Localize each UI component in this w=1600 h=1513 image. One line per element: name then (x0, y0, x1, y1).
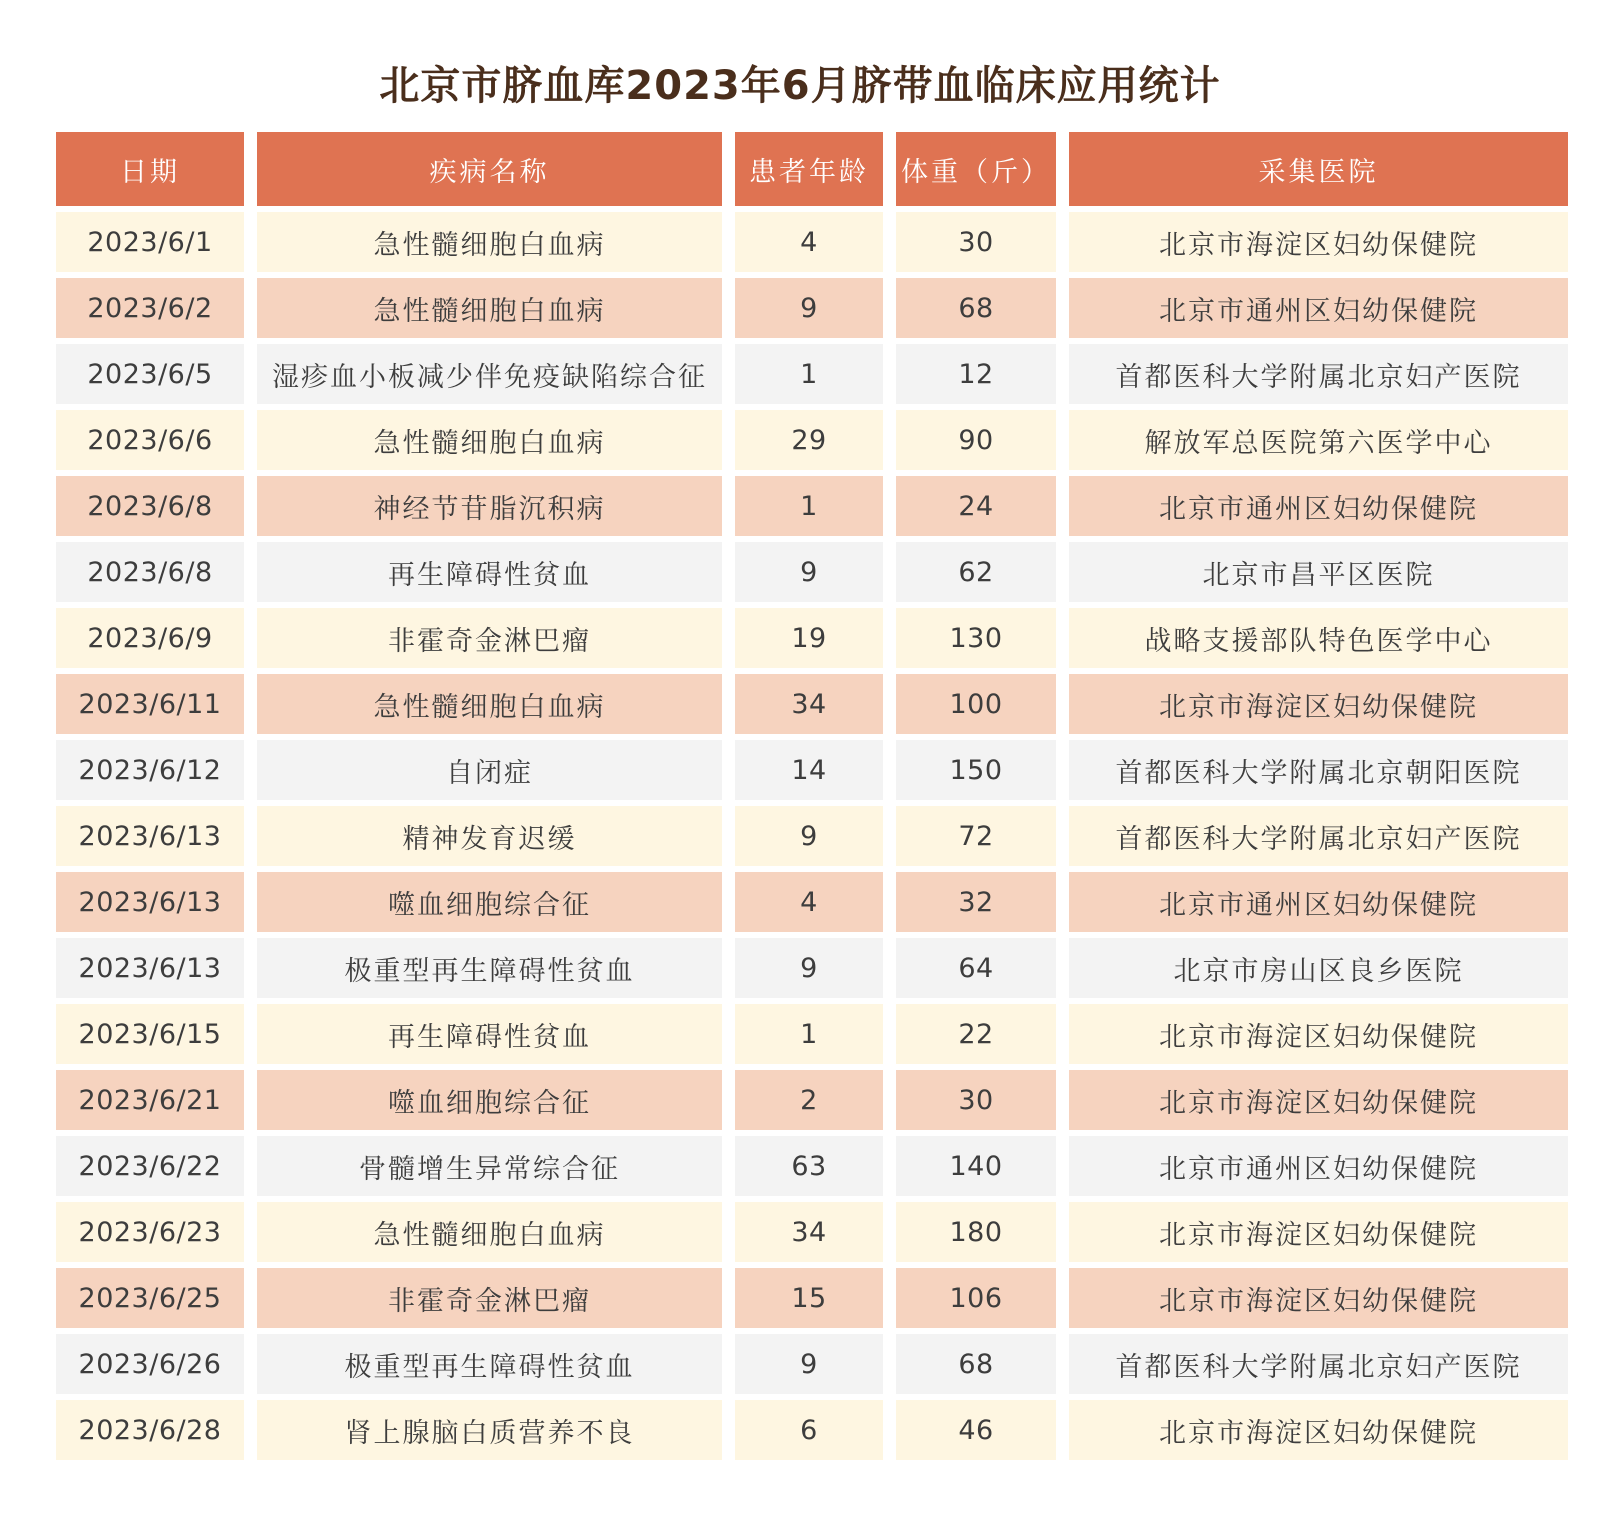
cell-date: 2023/6/21 (56, 1070, 244, 1130)
cell-disease: 骨髓增生异常综合征 (257, 1136, 722, 1196)
cell-disease: 非霍奇金淋巴瘤 (257, 1268, 722, 1328)
cell-weight: 12 (896, 344, 1056, 404)
cell-age: 14 (735, 740, 883, 800)
header-date: 日期 (56, 132, 244, 206)
cell-age: 34 (735, 674, 883, 734)
cell-weight: 68 (896, 1334, 1056, 1394)
cell-disease: 噬血细胞综合征 (257, 872, 722, 932)
cell-weight: 62 (896, 542, 1056, 602)
cell-disease: 自闭症 (257, 740, 722, 800)
table-row (56, 674, 1568, 734)
cell-date: 2023/6/8 (56, 476, 244, 536)
table-row (56, 212, 1568, 272)
cell-age: 4 (735, 212, 883, 272)
cell-disease: 急性髓细胞白血病 (257, 278, 722, 338)
header-weight: 体重（斤） (896, 132, 1056, 206)
cell-date: 2023/6/8 (56, 542, 244, 602)
cell-date: 2023/6/25 (56, 1268, 244, 1328)
table-row (56, 1334, 1568, 1394)
cell-hospital: 首都医科大学附属北京妇产医院 (1069, 1334, 1568, 1394)
cell-weight: 32 (896, 872, 1056, 932)
table-row (56, 542, 1568, 602)
cell-age: 9 (735, 1334, 883, 1394)
cell-disease: 急性髓细胞白血病 (257, 410, 722, 470)
cell-weight: 68 (896, 278, 1056, 338)
table-row (56, 740, 1568, 800)
cell-hospital: 北京市海淀区妇幼保健院 (1069, 1202, 1568, 1262)
cell-weight: 150 (896, 740, 1056, 800)
cell-weight: 140 (896, 1136, 1056, 1196)
cell-date: 2023/6/26 (56, 1334, 244, 1394)
cell-disease: 极重型再生障碍性贫血 (257, 938, 722, 998)
cell-weight: 100 (896, 674, 1056, 734)
cell-hospital: 北京市通州区妇幼保健院 (1069, 278, 1568, 338)
header-disease: 疾病名称 (257, 132, 722, 206)
cell-weight: 64 (896, 938, 1056, 998)
cell-hospital: 战略支援部队特色医学中心 (1069, 608, 1568, 668)
cell-weight: 106 (896, 1268, 1056, 1328)
cell-age: 15 (735, 1268, 883, 1328)
cell-hospital: 北京市海淀区妇幼保健院 (1069, 1070, 1568, 1130)
cell-date: 2023/6/28 (56, 1400, 244, 1460)
cell-disease: 再生障碍性贫血 (257, 542, 722, 602)
cell-weight: 46 (896, 1400, 1056, 1460)
table-body (56, 212, 1568, 1460)
cell-date: 2023/6/13 (56, 938, 244, 998)
cell-age: 19 (735, 608, 883, 668)
cell-hospital: 北京市房山区良乡医院 (1069, 938, 1568, 998)
cell-date: 2023/6/2 (56, 278, 244, 338)
table-header-row (56, 132, 1568, 206)
cell-disease: 肾上腺脑白质营养不良 (257, 1400, 722, 1460)
cell-weight: 180 (896, 1202, 1056, 1262)
cell-disease: 急性髓细胞白血病 (257, 674, 722, 734)
table-row (56, 344, 1568, 404)
cell-age: 6 (735, 1400, 883, 1460)
cell-hospital: 北京市海淀区妇幼保健院 (1069, 674, 1568, 734)
table-row (56, 1136, 1568, 1196)
cell-date: 2023/6/13 (56, 872, 244, 932)
cell-age: 9 (735, 542, 883, 602)
cell-date: 2023/6/5 (56, 344, 244, 404)
table-row (56, 1070, 1568, 1130)
cell-age: 63 (735, 1136, 883, 1196)
cell-hospital: 首都医科大学附属北京妇产医院 (1069, 806, 1568, 866)
cell-disease: 极重型再生障碍性贫血 (257, 1334, 722, 1394)
cell-date: 2023/6/12 (56, 740, 244, 800)
cell-weight: 22 (896, 1004, 1056, 1064)
cell-disease: 非霍奇金淋巴瘤 (257, 608, 722, 668)
cell-weight: 90 (896, 410, 1056, 470)
cell-weight: 30 (896, 212, 1056, 272)
cell-hospital: 北京市海淀区妇幼保健院 (1069, 212, 1568, 272)
table-row (56, 278, 1568, 338)
cell-hospital: 北京市海淀区妇幼保健院 (1069, 1400, 1568, 1460)
cell-disease: 神经节苷脂沉积病 (257, 476, 722, 536)
table-row (56, 938, 1568, 998)
cell-weight: 30 (896, 1070, 1056, 1130)
table-row (56, 476, 1568, 536)
cell-date: 2023/6/13 (56, 806, 244, 866)
cell-age: 9 (735, 806, 883, 866)
cell-age: 1 (735, 1004, 883, 1064)
cell-date: 2023/6/6 (56, 410, 244, 470)
cell-hospital: 北京市通州区妇幼保健院 (1069, 872, 1568, 932)
cell-date: 2023/6/22 (56, 1136, 244, 1196)
cell-age: 34 (735, 1202, 883, 1262)
table-row (56, 872, 1568, 932)
cell-age: 4 (735, 872, 883, 932)
table-row (56, 1202, 1568, 1262)
cell-hospital: 北京市通州区妇幼保健院 (1069, 1136, 1568, 1196)
cell-age: 9 (735, 938, 883, 998)
cell-age: 2 (735, 1070, 883, 1130)
cell-age: 29 (735, 410, 883, 470)
cell-hospital: 解放军总医院第六医学中心 (1069, 410, 1568, 470)
table-row (56, 1004, 1568, 1064)
cell-hospital: 北京市海淀区妇幼保健院 (1069, 1004, 1568, 1064)
header-hospital: 采集医院 (1069, 132, 1568, 206)
cell-weight: 130 (896, 608, 1056, 668)
stats-table (43, 126, 1581, 1466)
cell-disease: 噬血细胞综合征 (257, 1070, 722, 1130)
cell-date: 2023/6/1 (56, 212, 244, 272)
cell-disease: 湿疹血小板减少伴免疫缺陷综合征 (257, 344, 722, 404)
table-row (56, 410, 1568, 470)
cell-hospital: 首都医科大学附属北京妇产医院 (1069, 344, 1568, 404)
cell-age: 9 (735, 278, 883, 338)
table-row (56, 806, 1568, 866)
cell-weight: 72 (896, 806, 1056, 866)
cell-date: 2023/6/23 (56, 1202, 244, 1262)
cell-hospital: 北京市昌平区医院 (1069, 542, 1568, 602)
table-row (56, 608, 1568, 668)
cell-hospital: 北京市海淀区妇幼保健院 (1069, 1268, 1568, 1328)
cell-disease: 急性髓细胞白血病 (257, 1202, 722, 1262)
page-title: 北京市脐血库2023年6月脐带血临床应用统计 (379, 63, 1221, 109)
table-row (56, 1400, 1568, 1460)
cell-hospital: 首都医科大学附属北京朝阳医院 (1069, 740, 1568, 800)
table-row (56, 1268, 1568, 1328)
header-age: 患者年龄 (735, 132, 883, 206)
cell-disease: 精神发育迟缓 (257, 806, 722, 866)
cell-hospital: 北京市通州区妇幼保健院 (1069, 476, 1568, 536)
cell-weight: 24 (896, 476, 1056, 536)
cell-age: 1 (735, 344, 883, 404)
cell-date: 2023/6/11 (56, 674, 244, 734)
cell-disease: 急性髓细胞白血病 (257, 212, 722, 272)
cell-age: 1 (735, 476, 883, 536)
cell-date: 2023/6/9 (56, 608, 244, 668)
cell-date: 2023/6/15 (56, 1004, 244, 1064)
cell-disease: 再生障碍性贫血 (257, 1004, 722, 1064)
